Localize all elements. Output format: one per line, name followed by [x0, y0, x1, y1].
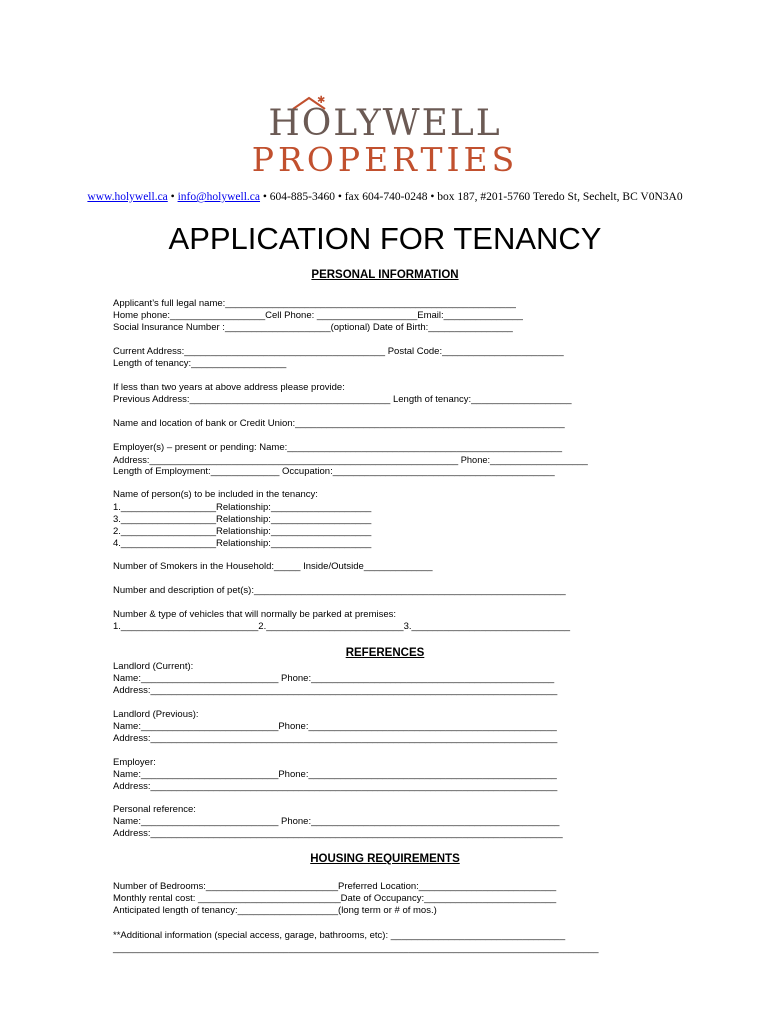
employer-address-field[interactable]: Address:____________________________________________________________ Phone:___________________	[113, 455, 588, 465]
person-row-1[interactable]: 1.__________________Relationship:___________________	[113, 502, 372, 513]
logo-properties: PROPERTIES	[251, 140, 519, 179]
additional-info-field[interactable]: **Additional information (special access, garage, bathrooms, etc): _________________________________	[113, 930, 566, 941]
personal-reference-address-field[interactable]: Address:______________________________________________________________________________	[113, 828, 563, 839]
page-title: APPLICATION FOR TENANCY	[168, 221, 602, 256]
phone-email-field[interactable]: Home phone:__________________Cell Phone: ___________________Email:_______________	[113, 310, 523, 321]
employer-name-field[interactable]: Employer(s) – present or pending: Name:____________________________________________________	[113, 442, 562, 453]
section-housing-requirements: HOUSING REQUIREMENTS	[310, 853, 460, 865]
landlord-current-name-field[interactable]: Name:__________________________ Phone:______________________________________________	[113, 673, 555, 684]
previous-address-instruction: If less than two years at above address please provide:	[113, 382, 345, 393]
applicant-name-field[interactable]: Applicant’s full legal name:_______________________________________________________	[113, 298, 516, 309]
svg-text:✱: ✱	[317, 95, 326, 106]
anticipated-length-field[interactable]: Anticipated length of tenancy:___________________(long term or # of mos.)	[113, 905, 437, 916]
section-personal-information: PERSONAL INFORMATION	[311, 269, 459, 281]
person-row-4[interactable]: 4.__________________Relationship:___________________	[113, 538, 372, 549]
smokers-field[interactable]: Number of Smokers in the Household:_____ Inside/Outside_____________	[113, 561, 433, 572]
person-row-2[interactable]: 2.__________________Relationship:___________________	[113, 526, 372, 537]
vehicles-field[interactable]: 1.__________________________2.__________________________3.______________________________	[113, 621, 571, 632]
pets-field[interactable]: Number and description of pet(s):___________________________________________________________	[113, 585, 566, 596]
website-link[interactable]: www.holywell.ca	[87, 191, 168, 203]
landlord-current-label: Landlord (Current):	[113, 661, 194, 672]
employer-reference-address-field[interactable]: Address:_____________________________________________________________________________	[113, 781, 558, 792]
vehicles-label: Number & type of vehicles that will normally be parked at premises:	[113, 609, 397, 620]
sin-dob-field[interactable]: Social Insurance Number :____________________(optional) Date of Birth:________________	[113, 322, 513, 333]
employer-reference-name-field[interactable]: Name:__________________________Phone:_______________________________________________	[113, 769, 557, 780]
contact-details: • 604-885-3460 • fax 604-740-0248 • box 187, #201-5760 Teredo St, Sechelt, BC V0N3A0	[260, 191, 683, 203]
contact-separator: •	[167, 191, 178, 203]
bank-field[interactable]: Name and location of bank or Credit Union:___________________________________________________	[113, 418, 565, 429]
employer-reference-label: Employer:	[113, 757, 156, 768]
section-references: REFERENCES	[345, 647, 425, 659]
previous-address-field[interactable]: Previous Address:______________________________________ Length of tenancy:___________________	[113, 394, 572, 405]
length-of-tenancy-field[interactable]: Length of tenancy:__________________	[113, 358, 287, 369]
employment-occupation-field[interactable]: Length of Employment:_____________ Occupation:__________________________________________	[113, 466, 555, 477]
persons-included-label: Name of person(s) to be included in the tenancy:	[113, 489, 318, 500]
landlord-previous-address-field[interactable]: Address:_____________________________________________________________________________	[113, 733, 558, 744]
additional-info-continuation[interactable]: _________________________________________________________________________________________________	[113, 943, 599, 953]
landlord-current-address-field[interactable]: Address:_____________________________________________________________________________	[113, 685, 558, 696]
email-link[interactable]: info@holywell.ca	[177, 191, 261, 203]
landlord-previous-name-field[interactable]: Name:__________________________Phone:_______________________________________________	[113, 721, 557, 732]
current-address-field[interactable]: Current Address:______________________________________ Postal Code:_______________________	[113, 346, 564, 357]
bedrooms-location-field[interactable]: Number of Bedrooms:_________________________Preferred Location:__________________________	[113, 881, 557, 892]
contact-line	[0, 191, 770, 203]
rental-cost-occupancy-field[interactable]: Monthly rental cost: ___________________________Date of Occupancy:_________________________	[113, 893, 557, 904]
personal-reference-name-field[interactable]: Name:__________________________ Phone:_______________________________________________	[113, 816, 560, 827]
logo-holywell: HOLYWELL	[268, 103, 502, 144]
person-row-3[interactable]: 3.__________________Relationship:___________________	[113, 514, 372, 525]
personal-reference-label: Personal reference:	[113, 804, 196, 815]
landlord-previous-label: Landlord (Previous):	[113, 709, 199, 720]
